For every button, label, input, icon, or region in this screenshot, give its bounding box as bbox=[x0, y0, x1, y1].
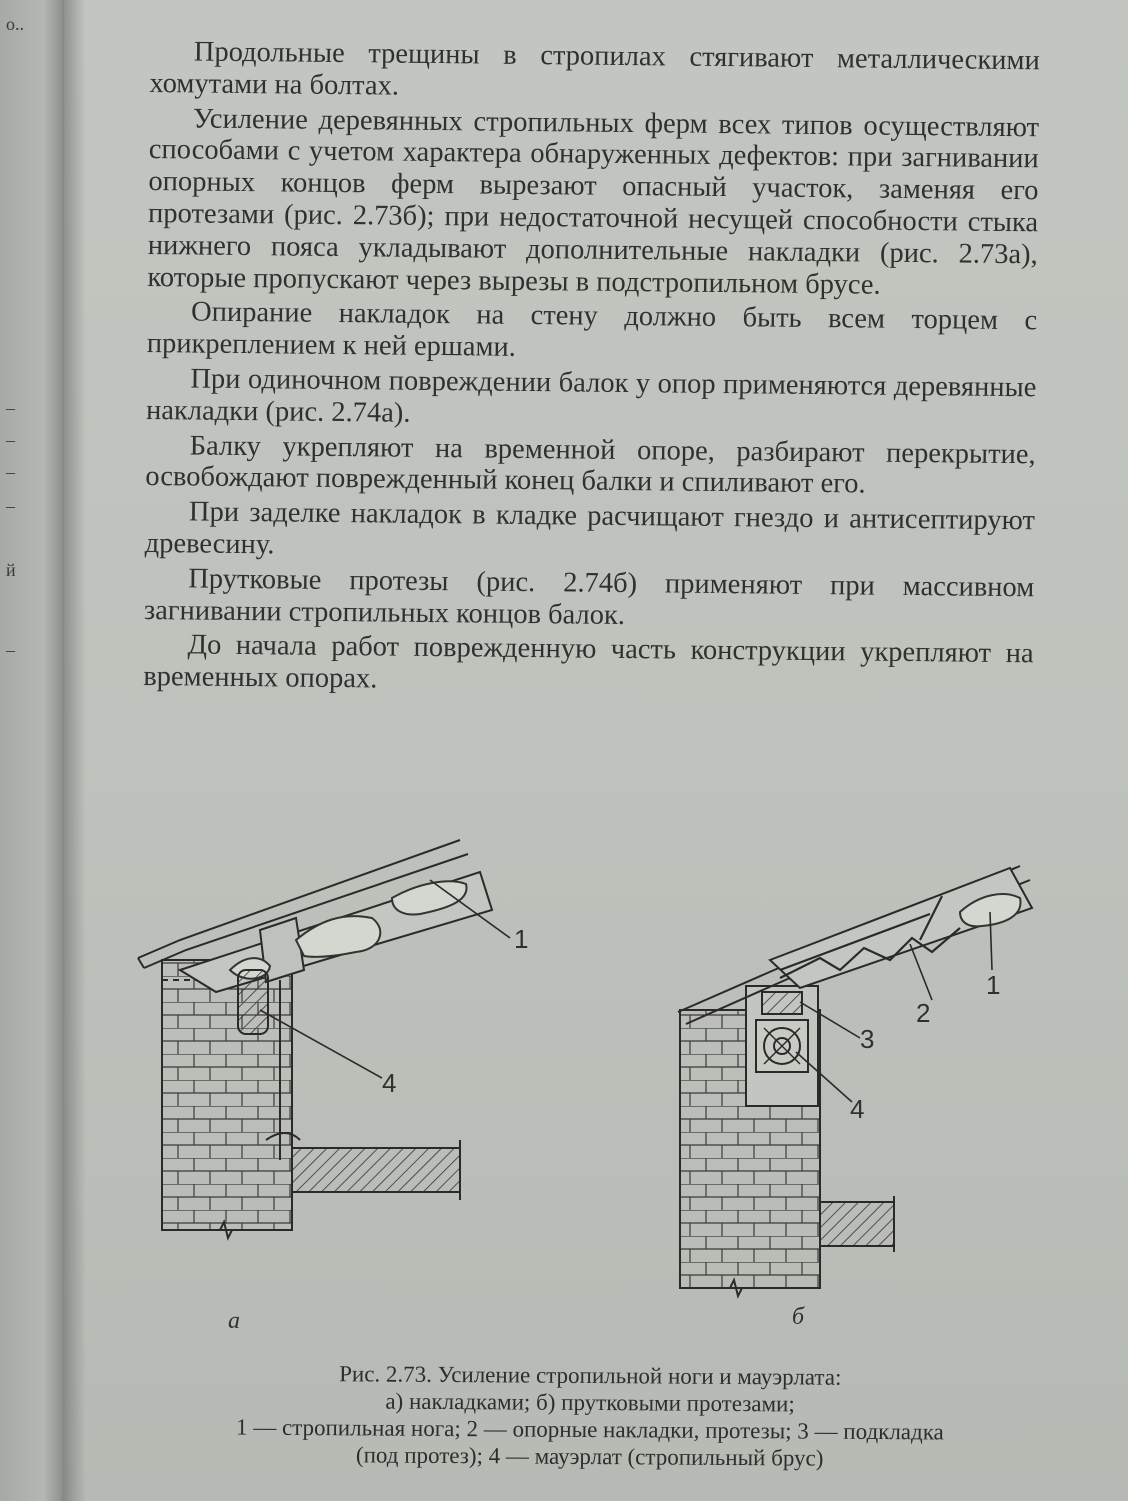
drawing-b bbox=[678, 866, 1032, 1296]
caption-line: а) накладками; б) прутковыми протезами; bbox=[385, 1388, 795, 1417]
prev-page-mark: – bbox=[6, 462, 15, 482]
figure-drawing bbox=[120, 820, 1100, 1360]
caption-title: Рис. 2.73. Усиление стропильной ноги и мауэрлата: bbox=[339, 1361, 842, 1390]
callout-b-3: 3 bbox=[860, 1024, 875, 1054]
prev-page-mark: – bbox=[6, 640, 15, 660]
drawing-a bbox=[138, 840, 510, 1238]
prev-page-mark: – bbox=[6, 496, 15, 516]
caption-line: (под протез); 4 — мауэрлат (стропильный брус) bbox=[355, 1442, 824, 1471]
book-gutter bbox=[62, 0, 86, 1501]
paragraph: Балку укрепляют на временной опоре, разбирают перекрытие, освобождают поврежденный конец балки и спиливают его. bbox=[145, 430, 1036, 500]
prev-page-mark: – bbox=[6, 430, 15, 450]
paragraph: При заделке накладок в кладке расчищают гнездо и антисептируют древесину. bbox=[144, 496, 1036, 561]
callout-a-4: 4 bbox=[382, 1068, 397, 1098]
subfigure-label-a: а bbox=[228, 1308, 240, 1334]
paragraph: Прутковые протезы (рис. 2.74б) применяют при массивном загнивании стропильных концов балок. bbox=[143, 563, 1035, 631]
body-text bbox=[143, 36, 1040, 705]
callout-b-2: 2 bbox=[916, 998, 931, 1028]
figure-2-73 bbox=[120, 820, 1100, 1360]
caption-line: 1 — стропильная нога; 2 — опорные накладки, протезы; 3 — подкладка bbox=[235, 1414, 944, 1445]
prev-page-mark: – bbox=[6, 398, 15, 418]
paragraph: Продольные трещины в стропилах стягивают металлическими хомутами на болтах. bbox=[149, 36, 1040, 102]
figure-caption bbox=[140, 1359, 1041, 1473]
previous-page-edge bbox=[0, 0, 62, 1501]
callout-b-1: 1 bbox=[986, 970, 1001, 1000]
prev-page-mark: о.. bbox=[6, 14, 24, 34]
paragraph: Усиление деревянных стропильных ферм всех типов осуществляют способами с учетом характера обнаруженных дефектов: при загнивании опорных концов ферм вырезают опасный участок, заменяя его протезами (рис. 2.73б); при недостаточной несущей способности стыка нижнего пояса укладывают дополнительные накладки (рис. 2.73а), которые пропускают через вырезы в подстропильном брусе. bbox=[147, 103, 1040, 301]
paragraph: При одиночном повреждении балок у опор применяются деревянные накладки (рис. 2.74а). bbox=[145, 363, 1037, 429]
paragraph: До начала работ поврежденную часть конструкции укрепляют на временных опорах. bbox=[143, 629, 1034, 695]
subfigure-label-b: б bbox=[792, 1304, 805, 1330]
paragraph: Опирание накладок на стену должно быть всем торцем с прикреплением к ней ершами. bbox=[146, 296, 1038, 364]
callout-a-1: 1 bbox=[514, 924, 529, 954]
prev-page-mark: й bbox=[6, 560, 16, 580]
callout-b-4: 4 bbox=[850, 1094, 865, 1124]
